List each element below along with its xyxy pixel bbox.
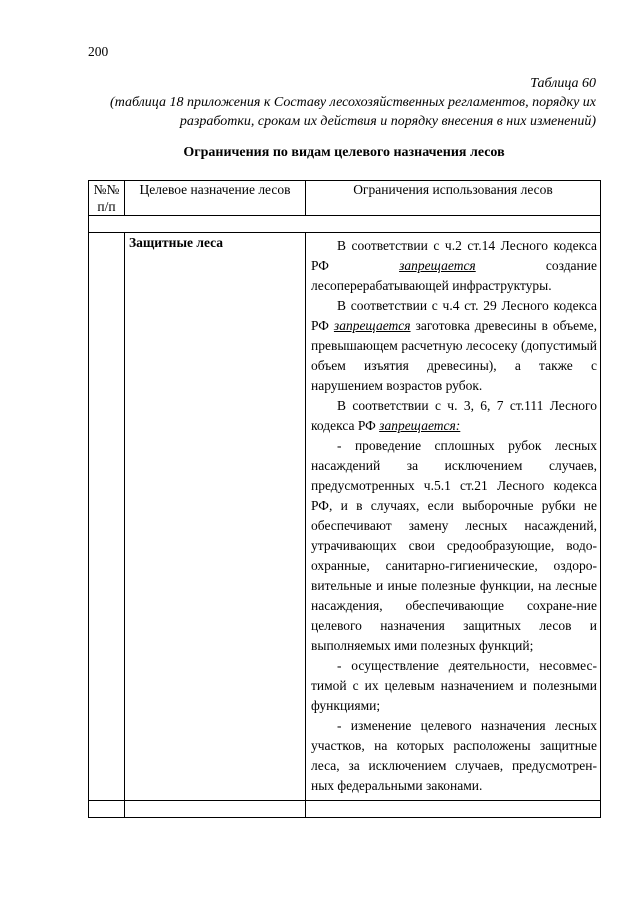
restriction-paragraph-3: В соответствии с ч. 3, 6, 7 ст.111 Лесного кодекса РФ запрещается: — [311, 398, 597, 433]
prohibited-emphasis: запрещается: — [379, 418, 461, 433]
restriction-paragraph-2: В соответствии с ч.4 ст. 29 Лесного кодекса РФ запрещается заготовка древесины в объеме, превышающем расчетную лесосеку (допустимый объем изъятия древесины), а также с нарушением возрастов рубок. — [311, 298, 597, 393]
empty-cell — [89, 801, 125, 818]
page-number: 200 — [88, 44, 109, 59]
table-caption-number: Таблица 60 — [530, 76, 596, 91]
table-row — [89, 233, 601, 801]
restrictions-table — [88, 180, 601, 818]
table-header-row — [89, 181, 601, 216]
restriction-list-item: - осуществление деятельности, несовмес-тимой с их целевым назначением и полезными функциями; — [311, 658, 597, 713]
spacer-cell — [89, 216, 601, 233]
restriction-list-item: - проведение сплошных рубок лесных насаждений за исключением случаев, предусмотренных ч.5.1 ст.21 Лесного кодекса РФ, и в случаях, если выборочные рубки не обеспечивают замену лесных насаждений, утрачивающих свои средообразующие, водо-охранные, санитарно-гигиенические, оздоро-вительные и иные полезные функции, на лесные насаждения, обеспечивающие сохране-ние целевого назначения защитных лесов и выполняемых ими полезных функций; — [311, 438, 597, 653]
page-title: Ограничения по видам целевого назначения лесов — [183, 145, 505, 160]
empty-cell — [125, 801, 306, 818]
table-caption-source: (таблица 18 приложения к Составу лесохозяйственных регламентов, порядку их разработки, срокам их действия и порядку внесения в них изменений) — [110, 95, 596, 129]
header-purpose: Целевое назначение лесов — [125, 181, 306, 216]
table-caption — [76, 74, 596, 131]
prohibited-emphasis: запрещается — [333, 318, 411, 333]
row-num-cell — [89, 233, 125, 801]
row-purpose-cell: Защитные леса — [125, 233, 306, 801]
header-restrictions: Ограничения использования лесов — [306, 181, 601, 216]
row-restrictions-cell — [306, 233, 601, 801]
header-num: №№ п/п — [89, 181, 125, 216]
table-empty-row — [89, 801, 601, 818]
prohibited-emphasis: запрещается — [399, 258, 476, 273]
empty-cell — [306, 801, 601, 818]
restriction-paragraph-1: В соответствии с ч.2 ст.14 Лесного кодекса РФ запрещается создание лесоперерабатывающей инфраструктуры. — [311, 238, 597, 293]
table-spacer-row — [89, 216, 601, 233]
restriction-list-item: - изменение целевого назначения лесных участков, на которых расположены защитные леса, за исключением случаев, предусмотрен-ных федеральными законами. — [311, 718, 597, 793]
